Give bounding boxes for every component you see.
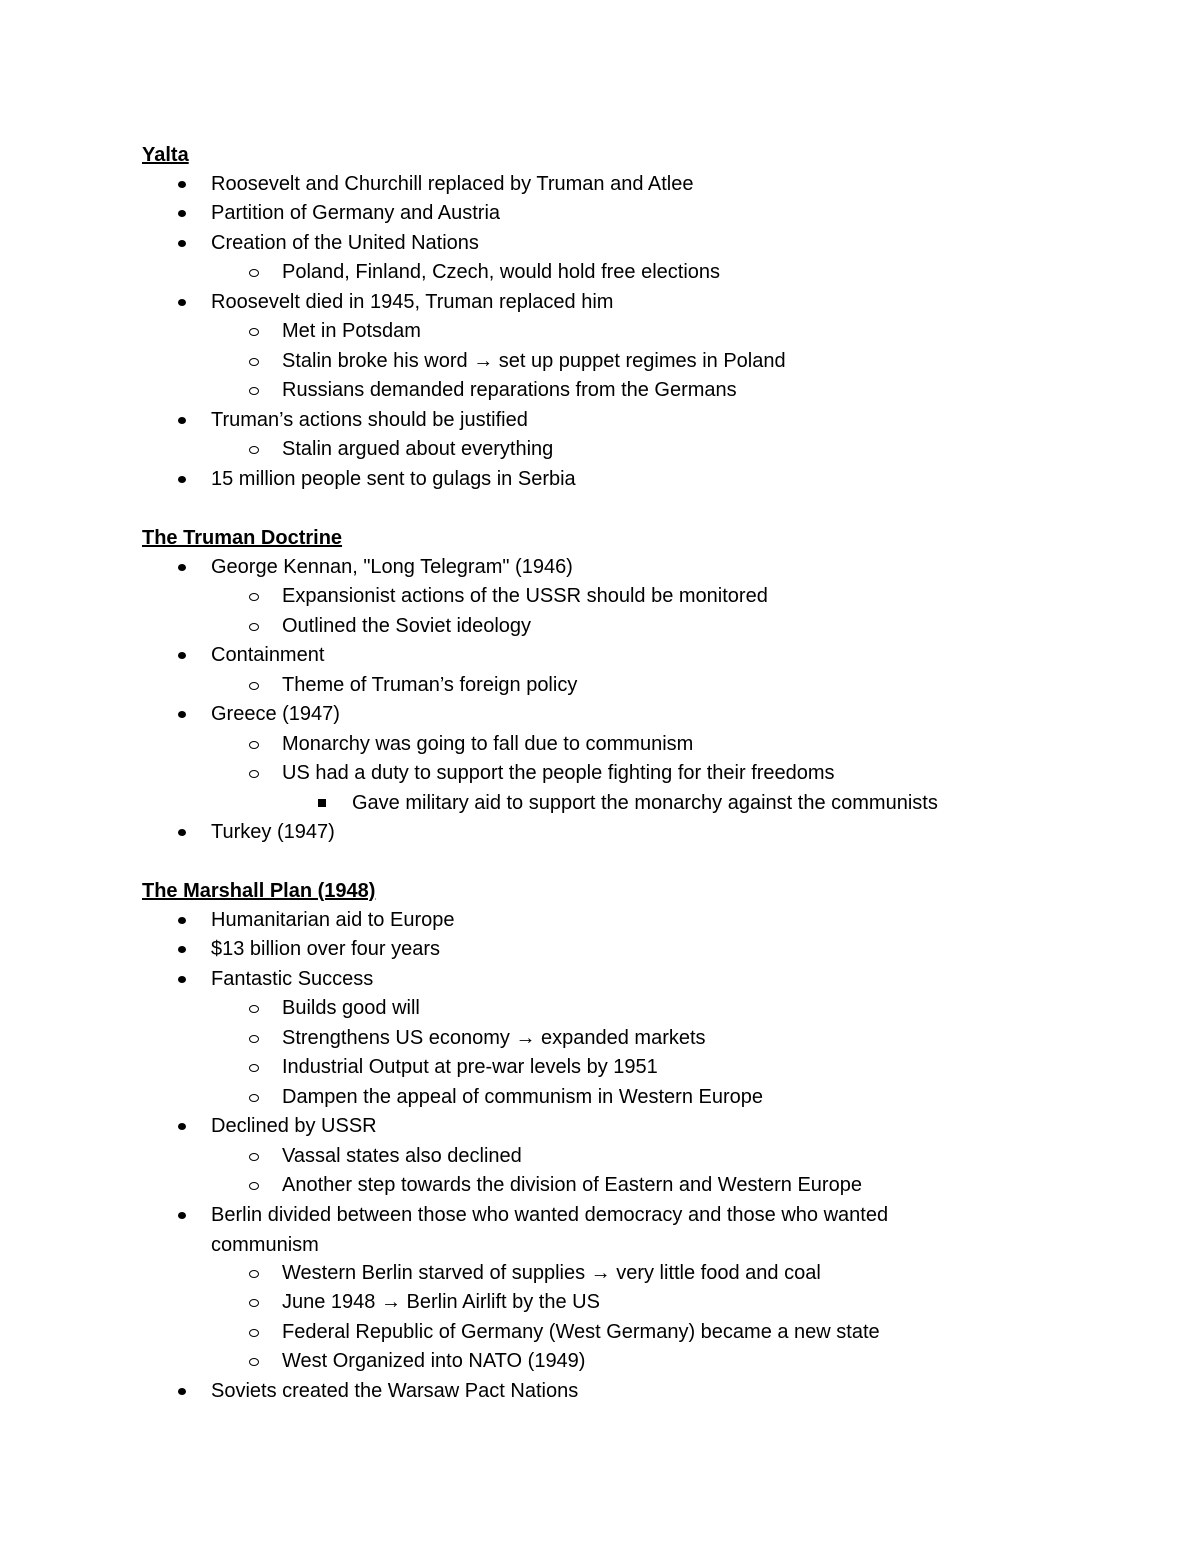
circle-bullet-icon xyxy=(249,1153,259,1161)
circle-bullet-icon xyxy=(249,1005,259,1013)
list-item: Vassal states also declined xyxy=(282,1145,522,1167)
disc-bullet-icon xyxy=(178,1123,186,1130)
circle-bullet-icon xyxy=(249,1035,259,1043)
list-item: Gave military aid to support the monarchy against the communists xyxy=(352,792,938,814)
circle-bullet-icon xyxy=(249,741,259,749)
list-item: Turkey (1947) xyxy=(211,821,335,843)
circle-bullet-icon xyxy=(249,1064,259,1072)
circle-bullet-icon xyxy=(249,358,259,366)
section-heading: The Truman Doctrine xyxy=(142,527,343,549)
section-heading: The Marshall Plan (1948) xyxy=(142,880,376,902)
list-item: Western Berlin starved of supplies → very little food and coal xyxy=(282,1262,821,1284)
list-item: Berlin divided between those who wanted democracy and those who wanted communism xyxy=(211,1204,889,1256)
list-item: Fantastic Success xyxy=(211,968,374,990)
list-item: Industrial Output at pre-war levels by 1951 xyxy=(282,1056,658,1078)
disc-bullet-icon xyxy=(178,210,186,217)
disc-bullet-icon xyxy=(178,829,186,836)
list-item: West Organized into NATO (1949) xyxy=(282,1350,586,1372)
disc-bullet-icon xyxy=(178,711,186,718)
circle-bullet-icon xyxy=(249,1329,259,1337)
list-item: Met in Potsdam xyxy=(282,320,421,342)
disc-bullet-icon xyxy=(178,476,186,483)
list-item: Humanitarian aid to Europe xyxy=(211,909,455,931)
list-item: June 1948 → Berlin Airlift by the US xyxy=(282,1291,600,1313)
list-item: Builds good will xyxy=(282,997,420,1019)
list-item: Soviets created the Warsaw Pact Nations xyxy=(211,1380,579,1402)
circle-bullet-icon xyxy=(249,770,259,778)
disc-bullet-icon xyxy=(178,417,186,424)
disc-bullet-icon xyxy=(178,1388,186,1395)
list-item: Russians demanded reparations from the Germans xyxy=(282,379,737,401)
list-item: Containment xyxy=(211,644,325,666)
list-item: Poland, Finland, Czech, would hold free elections xyxy=(282,261,721,283)
circle-bullet-icon xyxy=(249,623,259,631)
circle-bullet-icon xyxy=(249,269,259,277)
disc-bullet-icon xyxy=(178,181,186,188)
list-item: Strengthens US economy → expanded markets xyxy=(282,1027,706,1049)
disc-bullet-icon xyxy=(178,946,186,953)
list-item: Theme of Truman’s foreign policy xyxy=(282,674,578,696)
list-item: Greece (1947) xyxy=(211,703,340,725)
list-item: Another step towards the division of Eastern and Western Europe xyxy=(282,1174,862,1196)
list-item: Declined by USSR xyxy=(211,1115,377,1137)
disc-bullet-icon xyxy=(178,1212,186,1219)
list-item: Partition of Germany and Austria xyxy=(211,202,501,224)
circle-bullet-icon xyxy=(249,1270,259,1278)
disc-bullet-icon xyxy=(178,564,186,571)
section-heading: Yalta xyxy=(142,144,189,166)
disc-bullet-icon xyxy=(178,976,186,983)
list-item: Monarchy was going to fall due to communism xyxy=(282,733,694,755)
circle-bullet-icon xyxy=(249,1182,259,1190)
list-item: Expansionist actions of the USSR should be monitored xyxy=(282,585,768,607)
list-item: Federal Republic of Germany (West Germany) became a new state xyxy=(282,1321,880,1343)
disc-bullet-icon xyxy=(178,917,186,924)
circle-bullet-icon xyxy=(249,593,259,601)
disc-bullet-icon xyxy=(178,299,186,306)
list-item: 15 million people sent to gulags in Serbia xyxy=(211,468,576,490)
circle-bullet-icon xyxy=(249,387,259,395)
disc-bullet-icon xyxy=(178,240,186,247)
circle-bullet-icon xyxy=(249,1299,259,1307)
list-item: US had a duty to support the people fighting for their freedoms xyxy=(282,762,835,784)
list-item: Stalin argued about everything xyxy=(282,438,554,460)
circle-bullet-icon xyxy=(249,446,259,454)
list-item: George Kennan, "Long Telegram" (1946) xyxy=(211,556,573,578)
circle-bullet-icon xyxy=(249,1094,259,1102)
disc-bullet-icon xyxy=(178,652,186,659)
circle-bullet-icon xyxy=(249,682,259,690)
list-item: Stalin broke his word → set up puppet regimes in Poland xyxy=(282,350,786,372)
circle-bullet-icon xyxy=(249,328,259,336)
list-item: Truman’s actions should be justified xyxy=(211,409,528,431)
square-bullet-icon xyxy=(318,799,326,807)
list-item: Outlined the Soviet ideology xyxy=(282,615,532,637)
list-item: Roosevelt died in 1945, Truman replaced him xyxy=(211,291,614,313)
list-item: Creation of the United Nations xyxy=(211,232,479,254)
list-item: Dampen the appeal of communism in Western Europe xyxy=(282,1086,763,1108)
circle-bullet-icon xyxy=(249,1358,259,1366)
list-item: $13 billion over four years xyxy=(211,938,441,960)
list-item: Roosevelt and Churchill replaced by Truman and Atlee xyxy=(211,173,694,195)
